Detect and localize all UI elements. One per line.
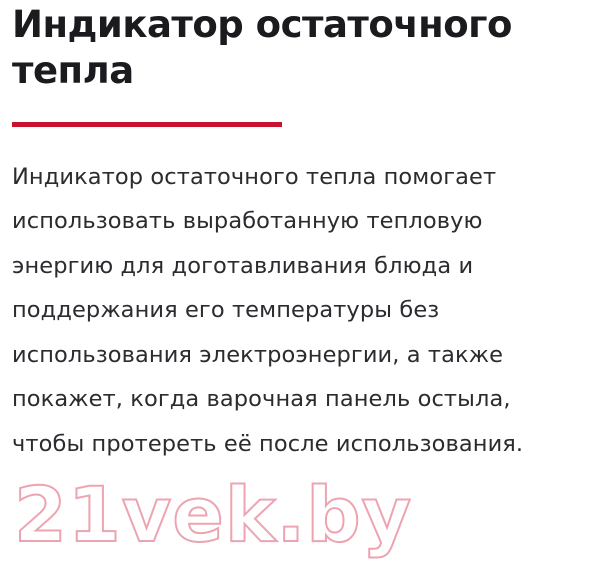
watermark-text: 21vek.by [14,470,413,559]
page-title: Индикатор остаточного тепла [12,3,512,92]
accent-divider [12,122,282,127]
body-paragraph: Индикатор остаточного тепла помогает использовать выработанную тепловую энергию для доготавливания блюда и поддержания его температуры без использования электроэнергии, а также покажет, когда варочная панель остыла, чтобы протереть её после использования. [12,163,524,458]
